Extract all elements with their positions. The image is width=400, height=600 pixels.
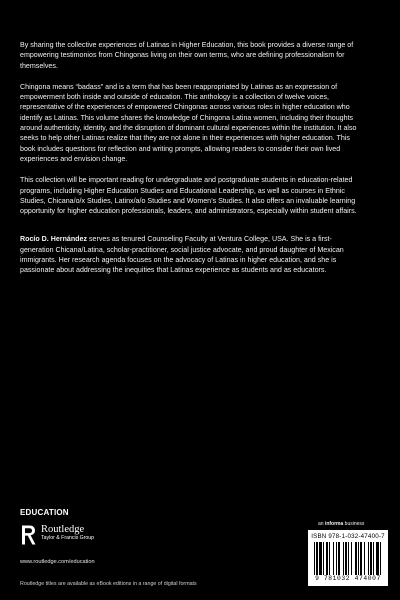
barcode-bar [319, 542, 322, 575]
barcode-bar [358, 542, 359, 575]
blurb-paragraph-1: By sharing the collective experiences of Latinas in Higher Education, this book provides a diverse range of empowering testimonios from Chingonas living on their own terms, who are defining professionalism for themselves. [20, 41, 354, 70]
barcode-bar [329, 542, 330, 575]
barcode-bar [364, 542, 365, 575]
barcode-bar [370, 542, 372, 575]
informa-brand: informa [324, 521, 344, 527]
routledge-logo-icon [20, 524, 37, 546]
barcode-bar [333, 542, 334, 575]
author-name: Rocío D. Hernández [20, 235, 88, 244]
barcode-bar [338, 542, 340, 575]
barcode-bar [336, 542, 337, 575]
barcode-bar [326, 542, 328, 575]
informa-prefix: an [318, 521, 325, 527]
publisher-name: Routledge [41, 524, 85, 535]
barcode-bar [316, 542, 318, 575]
barcode-bar [314, 542, 315, 575]
informa-suffix: business [343, 521, 365, 527]
barcode-bar [343, 542, 344, 575]
blurb-text [20, 40, 365, 287]
isbn-label: ISBN 978-1-032-47400-7 [311, 533, 385, 540]
author-bio [20, 234, 365, 275]
blurb-paragraph-2: Chingona means “badass” and is a term that has been reappropriated by Latinas as an expression of empowerment both inside and outside of education. This anthology is a collection of twelve voices, representative of the experiences of empowered Chingonas across various roles in higher education who identify as Latinas. This volume shares the knowledge of Chingona Latina women, including their thoughts around authenticity, identity, and the disruption of dominant cultural experiences within the institution. It also seeks to help other Latinas realize that they are not alone in their experiences with higher education. This book includes questions for reflection and writing prompts, allowing readers to consider their own lived experiences and envision change. [20, 82, 357, 163]
barcode-bar [368, 542, 369, 575]
barcode-bar [351, 542, 352, 575]
barcode-bar [373, 542, 374, 575]
publisher-website[interactable]: www.routledge.com/education [20, 559, 95, 565]
blurb-paragraph-3: This collection will be important reading for undergraduate and postgraduate students in education-related programs, including Higher Education Studies and Educational Leadership, as well as courses in Ethnic Studies, Chicana/o/x Studies, Latinx/a/o Studies and Women’s Studies. It also offers an invaluable learning opportunity for higher education professionals, leaders, and administrators, especially within student affairs. [20, 176, 357, 216]
informa-business-label [318, 521, 364, 527]
author-bio-text: serves as tenured Counseling Faculty at Ventura College, USA. She is a first-generation Chicana/Latina, scholar-practitioner, social justice advocate, and proud daughter of Mexican immigrants. Her research agenda focuses on the advocacy of Latinas in higher education, and she is passionate about addressing the inequities that Latinas experience as students and as educators. [20, 235, 344, 275]
barcode-bar [355, 542, 357, 575]
barcode-bar [348, 542, 349, 575]
barcode-bar [345, 542, 347, 575]
barcode-bar [380, 542, 381, 575]
barcode-bar [376, 542, 379, 575]
publisher-group: Taylor & Francis Group [41, 535, 95, 541]
publisher-logo [20, 524, 94, 546]
barcode-digits: 9 781032 474007 [315, 575, 381, 582]
ebook-availability-note: Routledge titles are available as eBook editions in a range of digital formats [20, 581, 197, 587]
isbn-barcode [308, 530, 388, 586]
barcode-bars [314, 542, 382, 575]
subject-category: EDUCATION [20, 508, 69, 517]
barcode-bar [323, 542, 324, 575]
barcode-bar [360, 542, 362, 575]
